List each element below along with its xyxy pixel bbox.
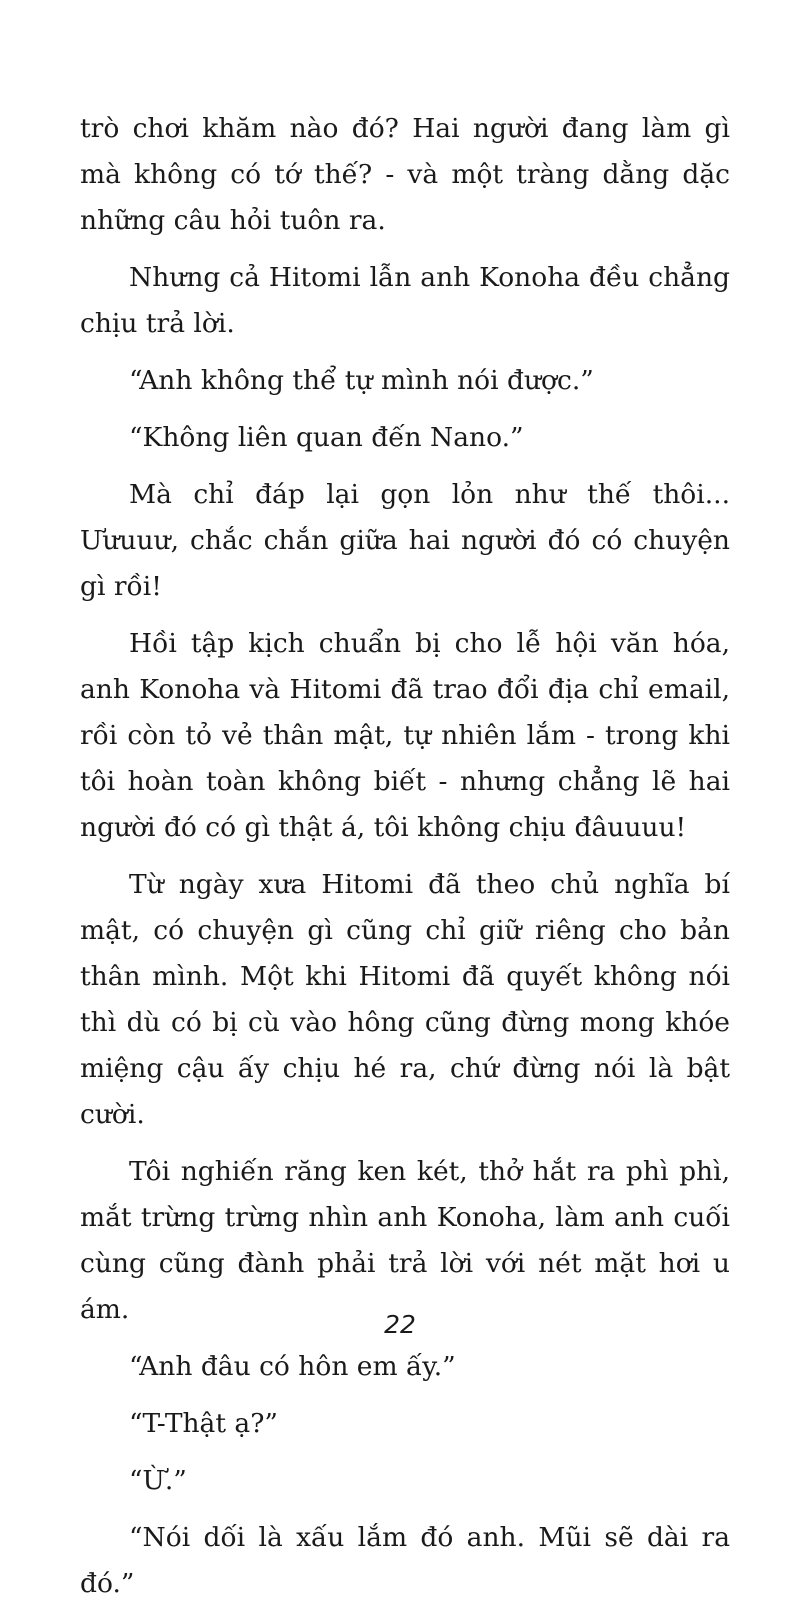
paragraph-4: “Không liên quan đến Nano.”	[129, 422, 524, 453]
page-number: 22	[384, 1310, 416, 1339]
paragraph-11: “Ừ.”	[129, 1465, 187, 1496]
paragraph-10: “T-Thật ạ?”	[129, 1408, 278, 1439]
paragraph-3: “Anh không thể tự mình nói được.”	[129, 365, 594, 396]
paragraph-6: Hồi tập kịch chuẩn bị cho lễ hội văn hóa, anh Konoha và Hitomi đã trao đổi địa chỉ email, rồi còn tỏ vẻ thân mật, tự nhiên lắm - trong khi tôi hoàn toàn không biết - nhưng chẳng lẽ hai người đó có gì thật á, tôi không chịu đâuuuu!	[80, 628, 730, 843]
paragraph-5: Mà chỉ đáp lại gọn lỏn như thế thôi... Ưưuuư, chắc chắn giữa hai người đó có chuyện gì rồi!	[80, 479, 730, 602]
paragraph-8: Tôi nghiến răng ken két, thở hắt ra phì phì, mắt trừng trừng nhìn anh Konoha, làm anh cuối cùng cũng đành phải trả lời với nét mặt hơi u ám.	[80, 1156, 730, 1325]
paragraph-2: Nhưng cả Hitomi lẫn anh Konoha đều chẳng chịu trả lời.	[80, 262, 730, 339]
paragraph-12: “Nói dối là xấu lắm đó anh. Mũi sẽ dài ra đó.”	[80, 1522, 730, 1599]
paragraph-7: Từ ngày xưa Hitomi đã theo chủ nghĩa bí mật, có chuyện gì cũng chỉ giữ riêng cho bản thân mình. Một khi Hitomi đã quyết không nói thì dù có bị cù vào hông cũng đừng mong khóe miệng cậu ấy chịu hé ra, chứ đừng nói là bật cười.	[80, 869, 730, 1130]
paragraph-1: trò chơi khăm nào đó? Hai người đang làm gì mà không có tớ thế? - và một tràng dằng dặc những câu hỏi tuôn ra.	[80, 113, 730, 236]
paragraph-9: “Anh đâu có hôn em ấy.”	[129, 1351, 456, 1382]
body-text	[80, 106, 730, 1618]
